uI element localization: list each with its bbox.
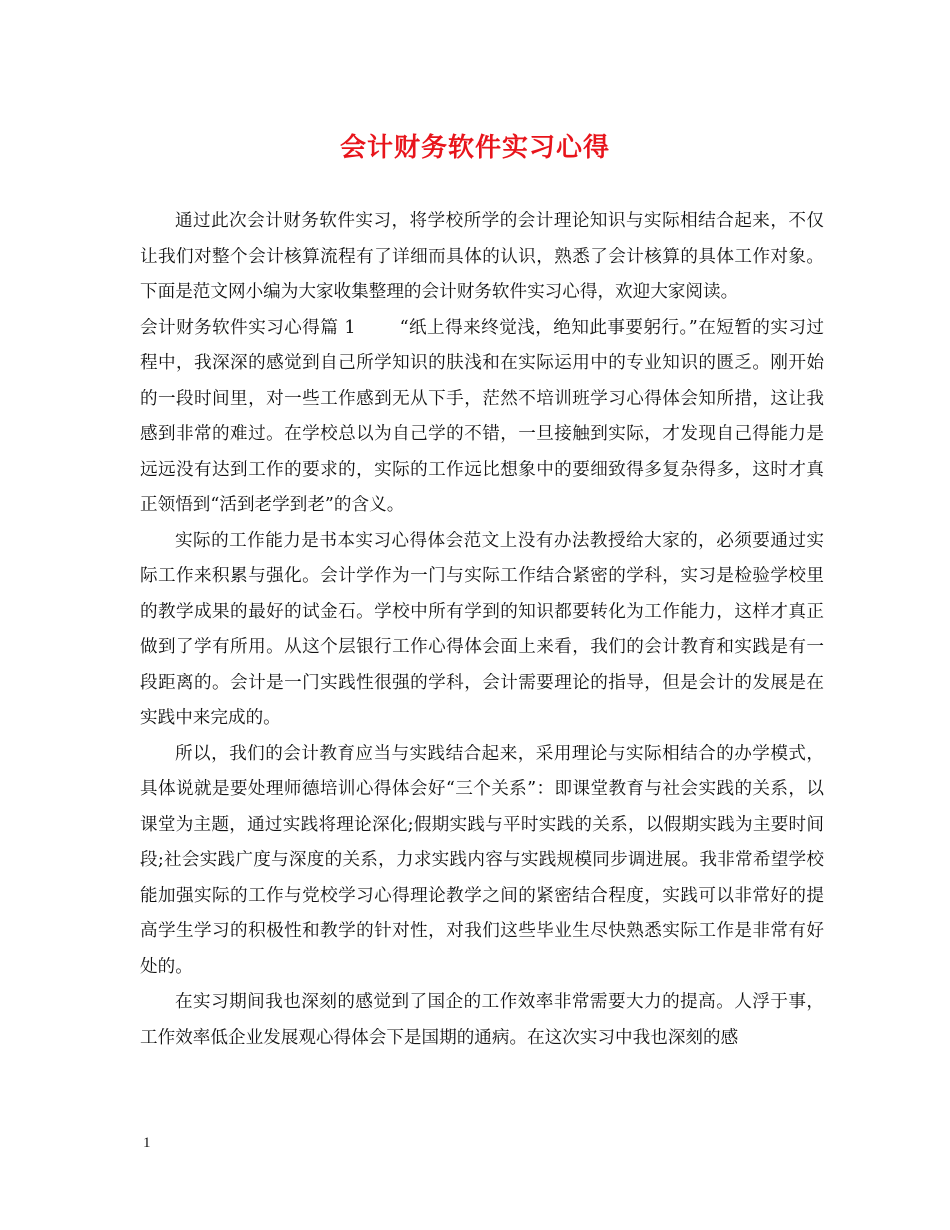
document-body	[140, 204, 824, 1056]
page-number: 1	[143, 1135, 151, 1151]
section-paragraph	[140, 311, 824, 524]
section-heading: 会计财务软件实习心得篇 1	[140, 317, 356, 338]
body-paragraph: 在实习期间我也深刻的感觉到了国企的工作效率非常需要大力的提高。人浮于事，工作效率低企业发展观心得体会下是国期的通病。在这次实习中我也深刻的感	[140, 992, 824, 1048]
section-first-paragraph: “纸上得来终觉浅，绝知此事要躬行。”在短暂的实习过程中，我深深的感觉到自己所学知识的肤浅和在实际运用中的专业知识的匮乏。刚开始的一段时间里，对一些工作感到无从下手，茫然不培训班学习心得体会知所措，这让我感到非常的难过。在学校总以为自己学的不错，一旦接触到实际，才发现自己得能力是远远没有达到工作的要求的，实际的工作远比想象中的要细致得多复杂得多，这时才真正领悟到“活到老学到老”的含义。	[140, 317, 824, 515]
document-title: 会计财务软件实习心得	[339, 133, 610, 163]
body-paragraph: 实际的工作能力是书本实习心得体会范文上没有办法教授给大家的，必须要通过实际工作来积累与强化。会计学作为一门与实际工作结合紧密的学科，实习是检验学校里的教学成果的最好的试金石。学校中所有学到的知识都要转化为工作能力，这样才真正做到了学有所用。从这个层银行工作心得体会面上来看，我们的会计教育和实践是有一段距离的。会计是一门实践性很强的学科，会计需要理论的指导，但是会计的发展是在实践中来完成的。	[140, 530, 824, 728]
body-paragraph: 所以，我们的会计教育应当与实践结合起来，采用理论与实际相结合的办学模式，具体说就是要处理师德培训心得体会好“三个关系”：即课堂教育与社会实践的关系，以课堂为主题，通过实践将理论深化;假期实践与平时实践的关系，以假期实践为主要时间段;社会实践广度与深度的关系，力求实践内容与实践规模同步调进展。我非常希望学校能加强实际的工作与党校学习心得理论教学之间的紧密结合程度，实践可以非常好的提高学生学习的积极性和教学的针对性，对我们这些毕业生尽快熟悉实际工作是非常有好处的。	[140, 743, 824, 977]
intro-paragraph: 通过此次会计财务软件实习，将学校所学的会计理论知识与实际相结合起来，不仅让我们对整个会计核算流程有了详细而具体的认识，熟悉了会计核算的具体工作对象。下面是范文网小编为大家收集整理的会计财务软件实习心得，欢迎大家阅读。	[140, 211, 824, 302]
